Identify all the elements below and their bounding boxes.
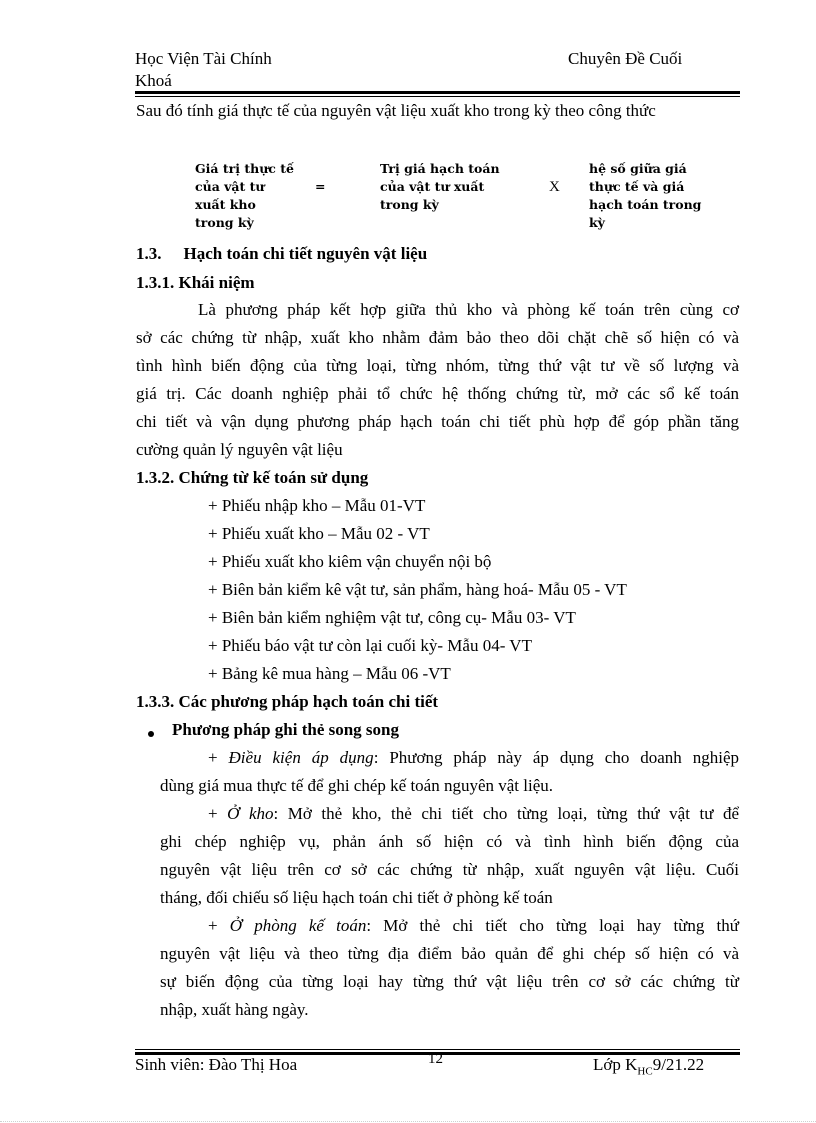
list-item: + Biên bản kiểm nghiệm vật tư, công cụ- Mẫu 03- VT — [208, 608, 576, 627]
paragraph-line — [160, 916, 739, 936]
italic-term: Ở phòng kế toán — [229, 916, 367, 935]
class-prefix: Lớp K — [593, 1055, 638, 1074]
formula-term2-line: hệ số giữa giá — [589, 161, 687, 176]
formula-lhs-line: Giá trị thực tế — [195, 161, 294, 176]
bullet-dot-icon — [148, 731, 154, 737]
paragraph-line: nguyên vật liệu và theo từng địa điểm bảo quản để ghi chép số hiện có và — [160, 944, 739, 963]
paragraph-text: : Phương pháp này áp dụng cho doanh nghiệp — [373, 748, 740, 767]
formula-term1-line: trong kỳ — [380, 197, 439, 212]
list-item: + Phiếu xuất kho kiêm vận chuyển nội bộ — [208, 552, 492, 571]
paragraph-line: nguyên vật liệu trên cơ sở các chứng từ nhập, xuất nguyên vật liệu. Cuối — [160, 860, 739, 879]
formula-term1-line: của vật tư xuất — [380, 179, 485, 194]
class-suffix: 9/21.22 — [652, 1055, 705, 1074]
formula-block — [0, 160, 816, 240]
paragraph-line: dùng giá mua thực tế để ghi chép kế toán nguyên vật liệu. — [160, 776, 554, 795]
formula-equals: = — [315, 179, 326, 194]
list-item: + Biên bản kiểm kê vật tư, sản phẩm, hàng hoá- Mẫu 05 - VT — [208, 580, 627, 599]
plus-sign: + — [208, 916, 230, 935]
formula-term2-line: kỳ — [589, 215, 605, 230]
paragraph-text: : Mở thẻ chi tiết cho từng loại hay từng thứ — [366, 916, 739, 935]
formula-lhs-line: trong kỳ — [195, 215, 254, 230]
formula-lhs-line: xuất kho — [195, 197, 256, 212]
paragraph-line: chi tiết và vận dụng phương pháp hạch toán chi tiết phù hợp để góp phần tăng — [136, 412, 739, 431]
paragraph-line: tháng, đối chiếu số liệu hạch toán chi tiết ở phòng kế toán — [160, 888, 553, 907]
section-1-3-heading — [136, 244, 427, 264]
paragraph-line: tình hình biến động của từng loại, từng nhóm, từng thứ vật tư về số lượng và — [136, 356, 739, 375]
formula-lhs — [195, 160, 315, 232]
formula-lhs-line: của vật tư — [195, 179, 265, 194]
list-item: + Phiếu báo vật tư còn lại cuối kỳ- Mẫu 04- VT — [208, 636, 532, 655]
bullet-heading: Phương pháp ghi thẻ song song — [172, 720, 400, 739]
section-1-3-2-heading: 1.3.2. Chứng từ kế toán sử dụng — [136, 468, 369, 487]
formula-term1-line: Trị giá hạch toán — [380, 161, 500, 176]
paragraph-line: sự biến động của từng loại hay từng thứ vật liệu trên cơ sở các chứng từ — [160, 972, 739, 991]
paragraph-line: cường quản lý nguyên vật liệu — [136, 440, 343, 459]
paragraph-text: : Mở thẻ kho, thẻ chi tiết cho từng loại, từng thứ vật tư để — [273, 804, 740, 823]
header-rule-thin — [135, 96, 740, 97]
paragraph-line: nhập, xuất hàng ngày. — [160, 1000, 309, 1019]
student-name: Sinh viên: Đào Thị Hoa — [135, 1055, 298, 1074]
list-item: + Phiếu xuất kho – Mẫu 02 - VT — [208, 524, 430, 543]
paragraph-line: sở các chứng từ nhập, xuất kho nhằm đảm bảo theo dõi chặt chẽ số hiện có và — [136, 328, 739, 347]
section-1-3-3-heading: 1.3.3. Các phương pháp hạch toán chi tiết — [136, 692, 439, 711]
plus-sign: + — [208, 804, 228, 823]
class-code — [593, 1055, 704, 1077]
list-item: + Bảng kê mua hàng – Mẫu 06 -VT — [208, 664, 451, 683]
page-edge-divider — [0, 1121, 816, 1122]
plus-sign: + — [208, 748, 229, 767]
formula-times: X — [549, 179, 560, 195]
paragraph-line — [160, 748, 739, 768]
institution-name: Học Viện Tài Chính — [135, 49, 272, 68]
section-title: Hạch toán chi tiết nguyên vật liệu — [183, 244, 428, 263]
footer-rule-thin — [135, 1049, 740, 1050]
section-1-3-1-heading: 1.3.1. Khái niệm — [136, 273, 255, 292]
class-subscript: HC — [637, 1065, 653, 1078]
paragraph-line: ghi chép nghiệp vụ, phản ánh số hiện có và tình hình biến động của — [160, 832, 739, 851]
page-footer — [135, 1051, 740, 1079]
section-number: 1.3. — [136, 244, 162, 263]
header-topic: Chuyên Đề Cuối — [568, 49, 683, 68]
formula-term1 — [380, 160, 520, 214]
paragraph-line — [160, 804, 739, 824]
formula-term2 — [589, 160, 719, 232]
page-number: 12 — [428, 1051, 443, 1067]
intro-sentence: Sau đó tính giá thực tế của nguyên vật liệu xuất kho trong kỳ theo công thức — [136, 101, 656, 120]
formula-term2-line: thực tế và giá — [589, 179, 685, 194]
paragraph-line: Là phương pháp kết hợp giữa thủ kho và phòng kế toán trên cùng cơ — [198, 300, 739, 319]
italic-term: Ở kho — [227, 804, 274, 823]
header-left — [135, 48, 272, 92]
faculty-name: Khoá — [135, 71, 172, 90]
header-rule-thick — [135, 91, 740, 94]
paragraph-line: giá trị. Các doanh nghiệp phải tổ chức hệ thống chứng từ, mở các sổ kế toán — [136, 384, 739, 403]
list-item: + Phiếu nhập kho – Mẫu 01-VT — [208, 496, 426, 515]
italic-term: Điều kiện áp dụng — [228, 748, 374, 767]
formula-term2-line: hạch toán trong — [589, 197, 702, 212]
